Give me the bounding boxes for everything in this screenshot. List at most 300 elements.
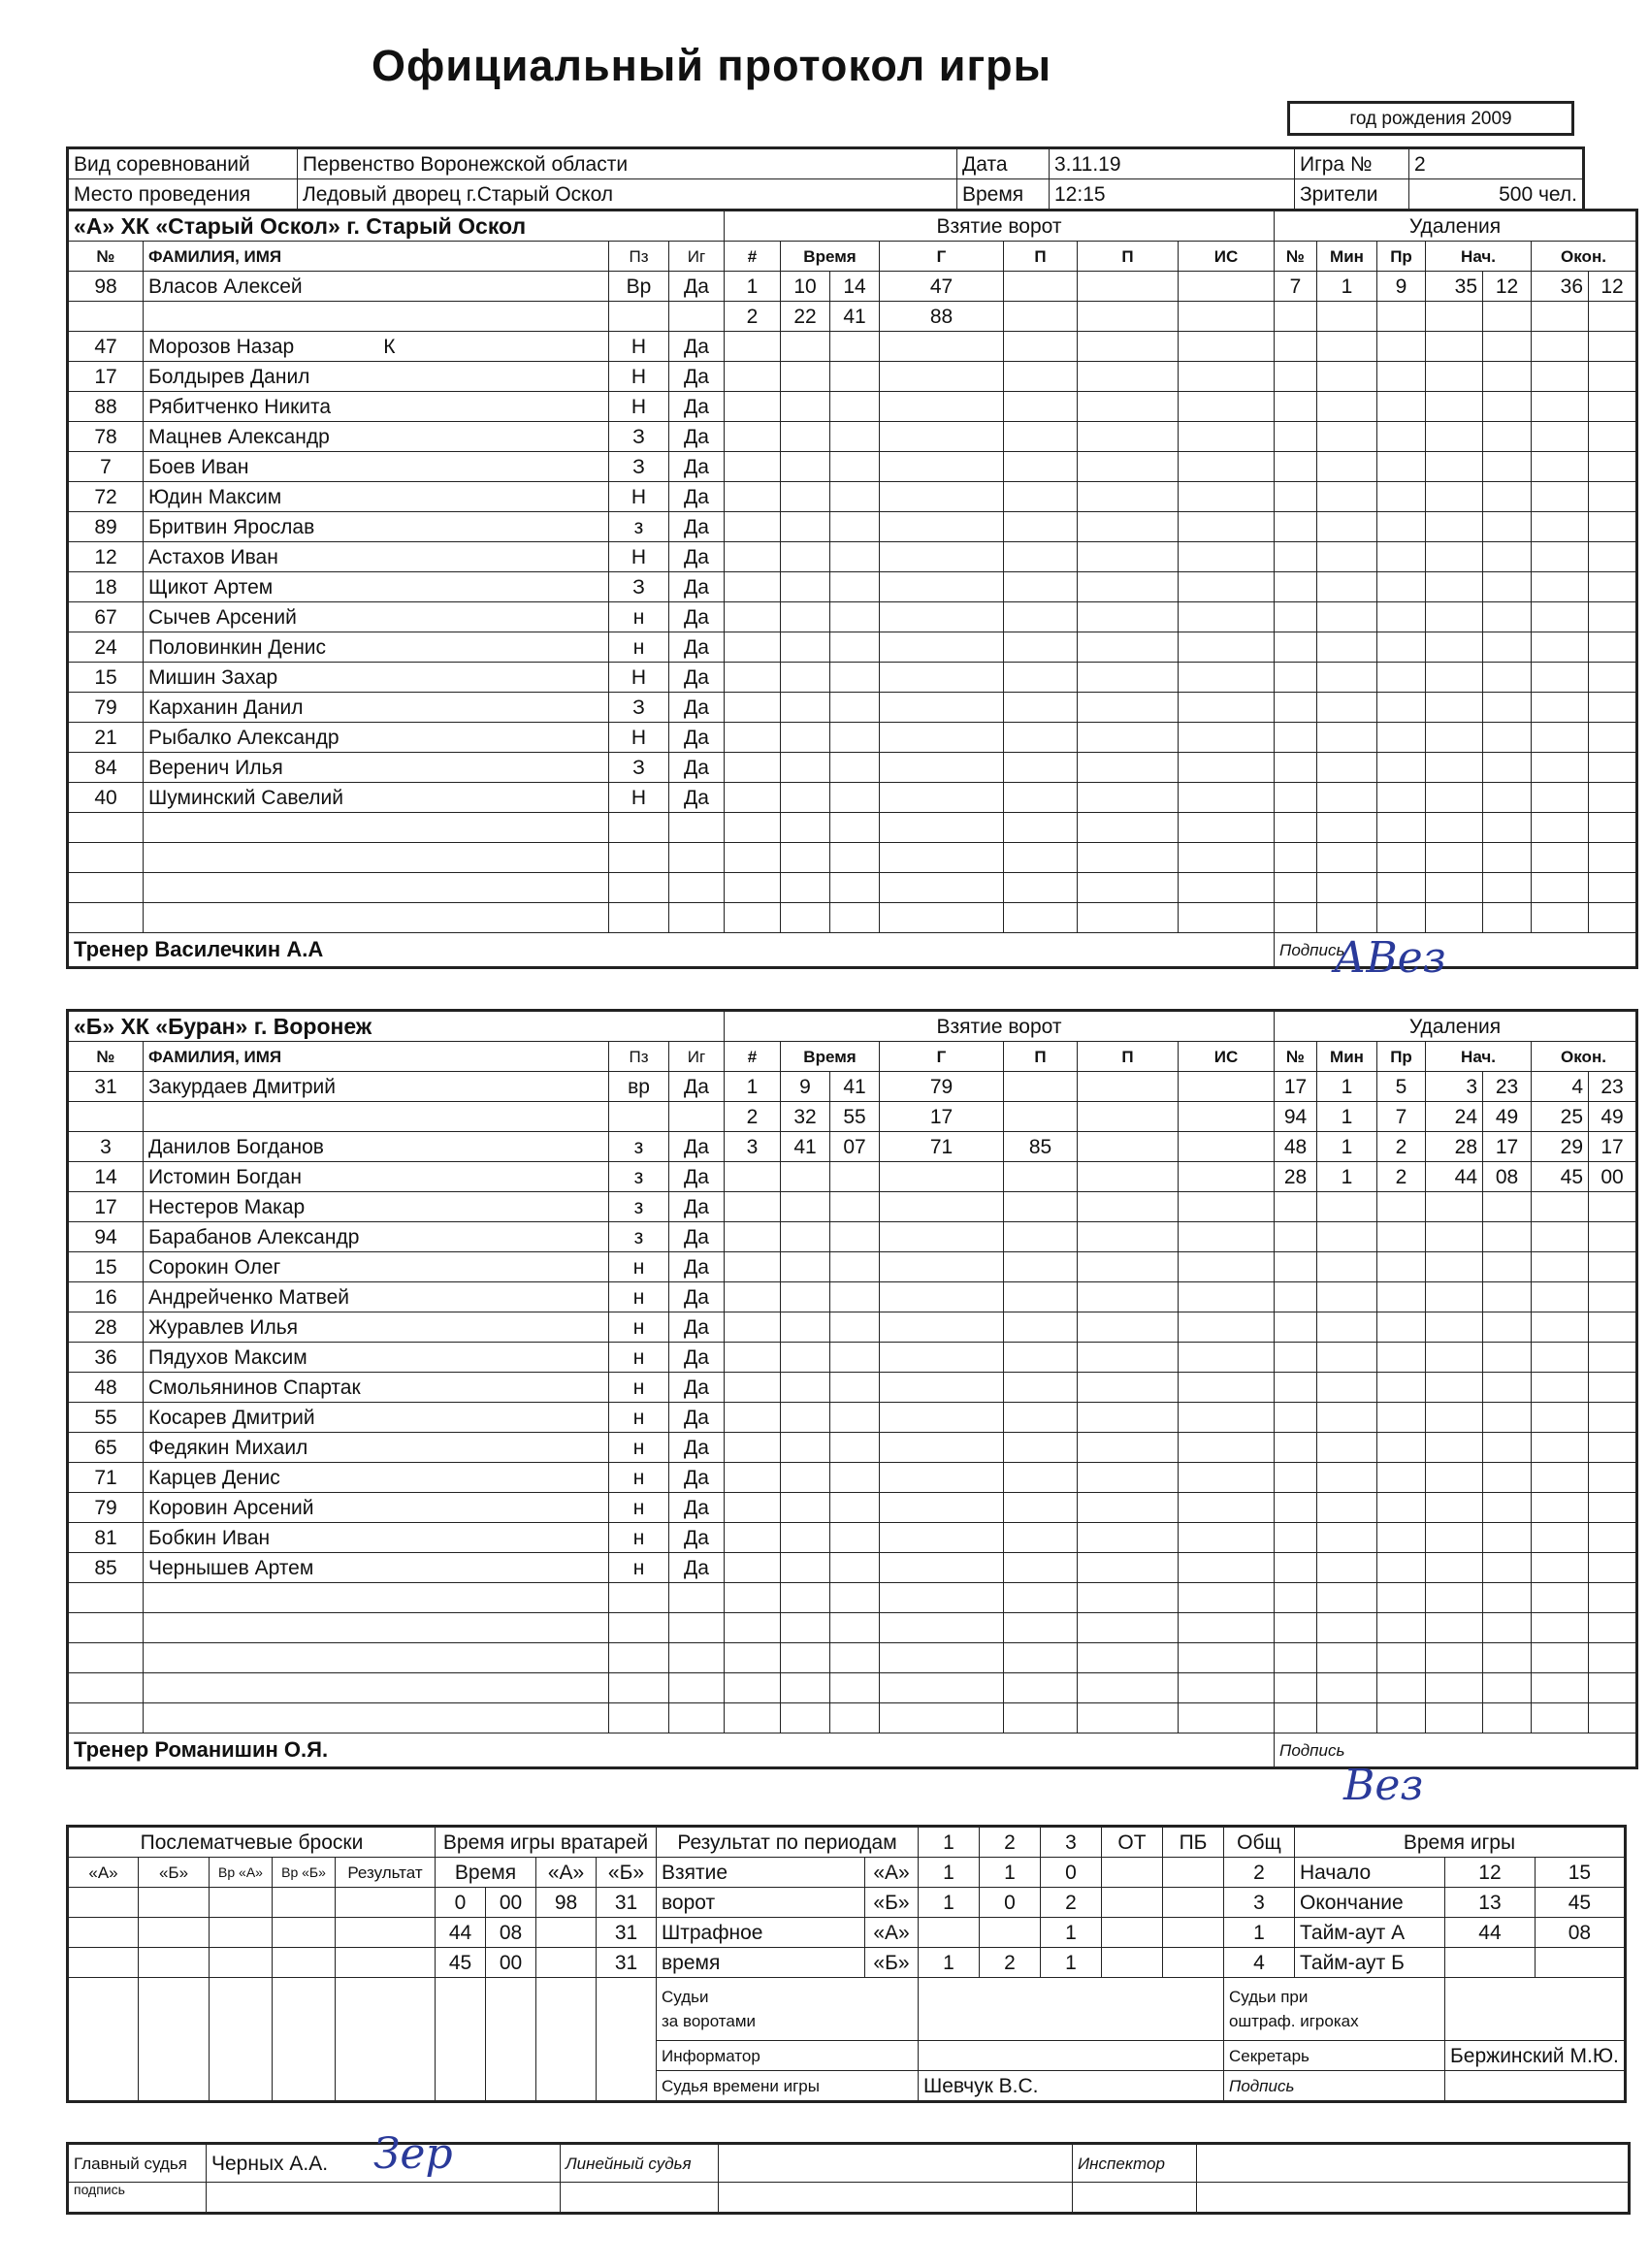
goal-assist-2 xyxy=(1078,663,1179,693)
goal-number xyxy=(725,362,781,392)
player-number: 65 xyxy=(68,1433,144,1463)
player-number: 89 xyxy=(68,512,144,542)
goal-minute xyxy=(781,1312,830,1343)
player-name: Рябитченко Никита xyxy=(148,395,332,418)
player-name-cell xyxy=(144,1463,609,1493)
goal-scorer xyxy=(880,813,1004,843)
so-cell xyxy=(68,1918,139,1948)
goal-second xyxy=(830,542,880,572)
goal-assist-2 xyxy=(1078,482,1179,512)
penalty-end-sec xyxy=(1589,302,1637,332)
player-number xyxy=(68,873,144,903)
goal-number xyxy=(725,723,781,753)
penalty-minutes xyxy=(1317,1192,1377,1222)
player-number xyxy=(68,903,144,933)
goals-team-b: «Б» xyxy=(865,1888,919,1918)
player-name-cell xyxy=(144,1553,609,1583)
penalty-start-sec: 08 xyxy=(1483,1162,1532,1192)
goal-second xyxy=(830,482,880,512)
penalty-end-sec xyxy=(1589,422,1637,452)
goal-second xyxy=(830,843,880,873)
goal-scorer xyxy=(880,362,1004,392)
penalty-reason xyxy=(1377,843,1426,873)
penalty-end-min xyxy=(1532,813,1589,843)
player-row xyxy=(68,1222,1637,1252)
penalty-start-min xyxy=(1426,1553,1483,1583)
penalty-end-min xyxy=(1532,632,1589,663)
player-name-cell xyxy=(144,632,609,663)
penalty-start-sec xyxy=(1483,1222,1532,1252)
penalty-end-min xyxy=(1532,1403,1589,1433)
penalty-end-sec xyxy=(1589,332,1637,362)
competition-label: Вид соревнований xyxy=(68,148,298,179)
player-name-cell xyxy=(144,1373,609,1403)
penalty-player xyxy=(1275,602,1317,632)
penalty-start-min xyxy=(1426,1403,1483,1433)
linesman-label: Линейный судья xyxy=(561,2144,719,2183)
player-position: н xyxy=(609,602,669,632)
penalty-end-sec: 23 xyxy=(1589,1072,1637,1102)
goal-minute xyxy=(781,1373,830,1403)
penalty-minutes xyxy=(1317,723,1377,753)
goal-second xyxy=(830,422,880,452)
player-played xyxy=(669,302,725,332)
goal-number xyxy=(725,1343,781,1373)
penalty-start-sec xyxy=(1483,542,1532,572)
penalty-end-min xyxy=(1532,1493,1589,1523)
goal-second: 41 xyxy=(830,302,880,332)
penalty-end-sec xyxy=(1589,873,1637,903)
goal-assist-1 xyxy=(1004,873,1078,903)
penalty-end-sec xyxy=(1589,903,1637,933)
goal-situation xyxy=(1179,1493,1275,1523)
period-total: Общ xyxy=(1224,1827,1295,1858)
so-cell xyxy=(210,1888,273,1918)
goal-situation xyxy=(1179,783,1275,813)
player-number xyxy=(68,1102,144,1132)
goal-situation xyxy=(1179,1132,1275,1162)
player-row xyxy=(68,392,1637,422)
penalty-start-min xyxy=(1426,903,1483,933)
player-position xyxy=(609,1102,669,1132)
goal-number xyxy=(725,753,781,783)
penalty-end-sec xyxy=(1589,572,1637,602)
goal-assist-1 xyxy=(1004,813,1078,843)
penalty-end-min xyxy=(1532,602,1589,632)
goal-assist-1 xyxy=(1004,512,1078,542)
player-row xyxy=(68,572,1637,602)
so-gk-b: Вр «Б» xyxy=(273,1858,336,1888)
sign-label: подпись xyxy=(68,2183,207,2214)
col-name: ФАМИЛИЯ, ИМЯ xyxy=(144,242,609,272)
player-played: Да xyxy=(669,1373,725,1403)
goal-number xyxy=(725,1403,781,1433)
goal-assist-1 xyxy=(1004,1162,1078,1192)
player-number: 15 xyxy=(68,1252,144,1282)
penalty-player xyxy=(1275,1373,1317,1403)
sign-value xyxy=(1197,2183,1630,2214)
goal-assist-2 xyxy=(1078,572,1179,602)
player-number xyxy=(68,813,144,843)
player-row xyxy=(68,482,1637,512)
goal-assist-2 xyxy=(1078,1403,1179,1433)
goal-assist-2 xyxy=(1078,1132,1179,1162)
penalty-minutes xyxy=(1317,452,1377,482)
informer-value xyxy=(919,2041,1224,2071)
goal-scorer xyxy=(880,1643,1004,1673)
goal-situation xyxy=(1179,663,1275,693)
penalty-end-sec xyxy=(1589,1192,1637,1222)
goal-situation xyxy=(1179,1312,1275,1343)
goal-number xyxy=(725,1463,781,1493)
so-cell xyxy=(139,1978,210,2102)
player-row xyxy=(68,813,1637,843)
goal-scorer xyxy=(880,1703,1004,1733)
player-played: Да xyxy=(669,1493,725,1523)
penalty-start-sec xyxy=(1483,1523,1532,1553)
gk-row-s: 08 xyxy=(486,1918,536,1948)
gt-tob-s xyxy=(1535,1948,1625,1978)
penalty-start-sec xyxy=(1483,1282,1532,1312)
goal-minute xyxy=(781,753,830,783)
player-row xyxy=(68,693,1637,723)
goal-situation xyxy=(1179,1583,1275,1613)
penalty-player xyxy=(1275,1463,1317,1493)
goal-second xyxy=(830,1162,880,1192)
goal-minute xyxy=(781,602,830,632)
penalty-start-min xyxy=(1426,362,1483,392)
penalty-start-sec xyxy=(1483,572,1532,602)
sign-value xyxy=(1073,2183,1197,2214)
penalty-minutes xyxy=(1317,813,1377,843)
goals-label-1: Взятие xyxy=(657,1858,865,1888)
goal-judges-label xyxy=(657,1978,919,2041)
so-cell xyxy=(210,1978,273,2102)
goal-assist-1: 85 xyxy=(1004,1132,1078,1162)
player-played: Да xyxy=(669,512,725,542)
penalty-start-sec xyxy=(1483,452,1532,482)
penalty-player xyxy=(1275,1523,1317,1553)
penalty-reason xyxy=(1377,1222,1426,1252)
penalty-end-min: 36 xyxy=(1532,272,1589,302)
goal-situation xyxy=(1179,1162,1275,1192)
goal-scorer xyxy=(880,1343,1004,1373)
officials-table xyxy=(66,2142,1631,2215)
penalty-player xyxy=(1275,422,1317,452)
goal-scorer xyxy=(880,693,1004,723)
game-header xyxy=(66,146,1585,211)
penalty-start-sec xyxy=(1483,392,1532,422)
goal-situation xyxy=(1179,1373,1275,1403)
penalty-end-sec xyxy=(1589,482,1637,512)
page-title: Официальный протокол игры xyxy=(372,41,1052,90)
goal-assist-1 xyxy=(1004,422,1078,452)
player-played xyxy=(669,903,725,933)
player-played: Да xyxy=(669,1282,725,1312)
penalty-start-sec xyxy=(1483,1373,1532,1403)
penalty-start-sec xyxy=(1483,602,1532,632)
penalty-player xyxy=(1275,1222,1317,1252)
birth-year: год рождения 2009 xyxy=(1289,103,1573,135)
goal-second xyxy=(830,663,880,693)
player-name: Пядухов Максим xyxy=(148,1345,307,1369)
penalty-player xyxy=(1275,512,1317,542)
goal-minute xyxy=(781,452,830,482)
player-name: Рыбалко Александр xyxy=(148,726,340,749)
player-name-cell xyxy=(144,542,609,572)
goal-minute xyxy=(781,1643,830,1673)
penalty-reason xyxy=(1377,512,1426,542)
player-name-cell xyxy=(144,1523,609,1553)
player-number: 98 xyxy=(68,272,144,302)
penalty-end-sec xyxy=(1589,813,1637,843)
goal-number: 2 xyxy=(725,302,781,332)
goal-scorer: 17 xyxy=(880,1102,1004,1132)
player-row xyxy=(68,1583,1637,1613)
player-number: 14 xyxy=(68,1162,144,1192)
penalty-reason xyxy=(1377,1403,1426,1433)
goal-assist-1 xyxy=(1004,1282,1078,1312)
player-position: з xyxy=(609,1192,669,1222)
goal-assist-2 xyxy=(1078,542,1179,572)
penalty-reason xyxy=(1377,362,1426,392)
goal-minute xyxy=(781,843,830,873)
player-row xyxy=(68,1673,1637,1703)
penalty-end-min xyxy=(1532,783,1589,813)
goal-scorer xyxy=(880,843,1004,873)
penalty-reason xyxy=(1377,663,1426,693)
goal-minute: 22 xyxy=(781,302,830,332)
player-position: З xyxy=(609,693,669,723)
penalty-reason xyxy=(1377,302,1426,332)
penalty-end-sec: 00 xyxy=(1589,1162,1637,1192)
penalty-player: 28 xyxy=(1275,1162,1317,1192)
gt-toa-s: 08 xyxy=(1535,1918,1625,1948)
goal-situation xyxy=(1179,572,1275,602)
period-2: 2 xyxy=(980,1827,1041,1858)
goal-scorer xyxy=(880,783,1004,813)
penalty-judges-label xyxy=(1224,1978,1445,2041)
player-row xyxy=(68,1493,1637,1523)
player-row xyxy=(68,843,1637,873)
player-row xyxy=(68,1403,1637,1433)
player-row xyxy=(68,1162,1637,1192)
goal-assist-2 xyxy=(1078,1613,1179,1643)
col-ig: Иг xyxy=(669,242,725,272)
penalty-reason xyxy=(1377,1493,1426,1523)
player-row xyxy=(68,1252,1637,1282)
goal-number xyxy=(725,1673,781,1703)
penalty-start-min: 3 xyxy=(1426,1072,1483,1102)
player-name: Сорокин Олег xyxy=(148,1255,281,1279)
team-a-table xyxy=(66,209,1638,969)
penalty-reason: 5 xyxy=(1377,1072,1426,1102)
penalty-player xyxy=(1275,1493,1317,1523)
summary-table xyxy=(66,1825,1627,2103)
goal-assist-2 xyxy=(1078,452,1179,482)
penalty-end-sec xyxy=(1589,362,1637,392)
goal-minute xyxy=(781,1703,830,1733)
penalty-start-min xyxy=(1426,1252,1483,1282)
player-played: Да xyxy=(669,1312,725,1343)
player-number: 28 xyxy=(68,1312,144,1343)
penalty-minutes xyxy=(1317,843,1377,873)
penalty-start-min xyxy=(1426,1343,1483,1373)
goal-number xyxy=(725,602,781,632)
penalty-player xyxy=(1275,753,1317,783)
penalty-reason xyxy=(1377,1192,1426,1222)
goal-situation xyxy=(1179,903,1275,933)
player-position: н xyxy=(609,1282,669,1312)
penalty-minutes xyxy=(1317,302,1377,332)
player-number xyxy=(68,1703,144,1733)
game-time-title: Время игры xyxy=(1295,1827,1626,1858)
date-value: 3.11.19 xyxy=(1050,148,1295,179)
penalty-start-min xyxy=(1426,1222,1483,1252)
goals-a-ot xyxy=(1102,1858,1163,1888)
goal-number xyxy=(725,1222,781,1252)
goal-number xyxy=(725,332,781,362)
penalty-start-sec xyxy=(1483,512,1532,542)
player-name: Половинкин Денис xyxy=(148,635,327,659)
penalty-end-sec xyxy=(1589,693,1637,723)
penalty-end-min xyxy=(1532,302,1589,332)
goal-scorer xyxy=(880,1583,1004,1613)
goal-second xyxy=(830,723,880,753)
penalty-player: 17 xyxy=(1275,1072,1317,1102)
penalty-reason xyxy=(1377,1373,1426,1403)
goal-minute xyxy=(781,663,830,693)
penalty-end-min xyxy=(1532,1373,1589,1403)
goal-assist-2 xyxy=(1078,783,1179,813)
player-name: Бобкин Иван xyxy=(148,1526,271,1549)
goal-number: 1 xyxy=(725,272,781,302)
goal-assist-2 xyxy=(1078,1222,1179,1252)
player-number: 81 xyxy=(68,1523,144,1553)
goal-number xyxy=(725,1583,781,1613)
player-row xyxy=(68,873,1637,903)
player-played: Да xyxy=(669,1463,725,1493)
player-name-cell xyxy=(144,903,609,933)
goal-scorer xyxy=(880,1312,1004,1343)
penalty-reason xyxy=(1377,1583,1426,1613)
goal-assist-1 xyxy=(1004,1433,1078,1463)
goal-minute xyxy=(781,813,830,843)
goal-assist-2 xyxy=(1078,1312,1179,1343)
player-name: Сычев Арсений xyxy=(148,605,297,629)
penalty-player xyxy=(1275,1312,1317,1343)
goal-scorer xyxy=(880,1252,1004,1282)
penalty-start-min xyxy=(1426,1433,1483,1463)
col-pen-min: Мин xyxy=(1317,1042,1377,1072)
goal-number xyxy=(725,1433,781,1463)
player-played: Да xyxy=(669,1072,725,1102)
penalty-start-sec xyxy=(1483,332,1532,362)
goal-scorer xyxy=(880,723,1004,753)
goal-scorer xyxy=(880,632,1004,663)
penalty-player xyxy=(1275,693,1317,723)
so-cell xyxy=(273,1948,336,1978)
player-number: 40 xyxy=(68,783,144,813)
goal-situation xyxy=(1179,362,1275,392)
goal-minute xyxy=(781,903,830,933)
goals-a-total: 2 xyxy=(1224,1858,1295,1888)
penalty-minutes xyxy=(1317,1403,1377,1433)
result-title: Результат по периодам xyxy=(657,1827,919,1858)
goals-a-p1: 1 xyxy=(919,1858,980,1888)
penalty-end-sec xyxy=(1589,1403,1637,1433)
captain-mark: К xyxy=(383,335,396,358)
player-number: 7 xyxy=(68,452,144,482)
penalty-start-min xyxy=(1426,1583,1483,1613)
so-cell xyxy=(139,1918,210,1948)
penalty-start-sec: 49 xyxy=(1483,1102,1532,1132)
col-ig: Иг xyxy=(669,1042,725,1072)
penalty-start-min: 24 xyxy=(1426,1102,1483,1132)
player-number: 84 xyxy=(68,753,144,783)
gt-end-s: 45 xyxy=(1535,1888,1625,1918)
team-name: «Б» ХК «Буран» г. Воронеж xyxy=(68,1011,725,1042)
goal-number xyxy=(725,1553,781,1583)
goal-scorer: 71 xyxy=(880,1132,1004,1162)
penalty-start-sec xyxy=(1483,1643,1532,1673)
player-number xyxy=(68,1643,144,1673)
player-row xyxy=(68,1703,1637,1733)
penalty-reason: 2 xyxy=(1377,1162,1426,1192)
goal-situation xyxy=(1179,1703,1275,1733)
player-name: Закурдаев Дмитрий xyxy=(148,1075,336,1098)
penalties-section-title: Удаления xyxy=(1275,1011,1637,1042)
col-goal-no: # xyxy=(725,1042,781,1072)
penalty-end-min xyxy=(1532,1613,1589,1643)
player-position: Н xyxy=(609,482,669,512)
goal-number xyxy=(725,1523,781,1553)
player-name: Истомин Богдан xyxy=(148,1165,302,1188)
coach-name: Тренер Василечкин А.А xyxy=(68,933,1275,968)
player-played: Да xyxy=(669,1343,725,1373)
goal-assist-1 xyxy=(1004,572,1078,602)
period-ot: ОТ xyxy=(1102,1827,1163,1858)
player-name: Чернышев Артем xyxy=(148,1556,314,1579)
penalty-start-min xyxy=(1426,1192,1483,1222)
goal-number: 3 xyxy=(725,1132,781,1162)
player-position: Вр xyxy=(609,272,669,302)
col-no: № xyxy=(68,242,144,272)
col-pos: Пз xyxy=(609,1042,669,1072)
goal-second: 55 xyxy=(830,1102,880,1132)
player-played: Да xyxy=(669,272,725,302)
player-played: Да xyxy=(669,1192,725,1222)
player-number: 78 xyxy=(68,422,144,452)
col-situation: ИС xyxy=(1179,242,1275,272)
player-position xyxy=(609,1583,669,1613)
penalty-start-min xyxy=(1426,332,1483,362)
goal-assist-1 xyxy=(1004,1463,1078,1493)
player-played: Да xyxy=(669,482,725,512)
player-played: Да xyxy=(669,422,725,452)
gk-row-m: 44 xyxy=(436,1918,486,1948)
goal-assist-1 xyxy=(1004,392,1078,422)
gk-cell xyxy=(486,1978,536,2102)
player-number: 85 xyxy=(68,1553,144,1583)
goal-assist-1 xyxy=(1004,332,1078,362)
player-position: з xyxy=(609,512,669,542)
goal-assist-2 xyxy=(1078,1703,1179,1733)
gk-row-a: 98 xyxy=(536,1888,597,1918)
player-number: 55 xyxy=(68,1403,144,1433)
pen-b-p3: 1 xyxy=(1041,1948,1102,1978)
penalty-reason xyxy=(1377,1282,1426,1312)
